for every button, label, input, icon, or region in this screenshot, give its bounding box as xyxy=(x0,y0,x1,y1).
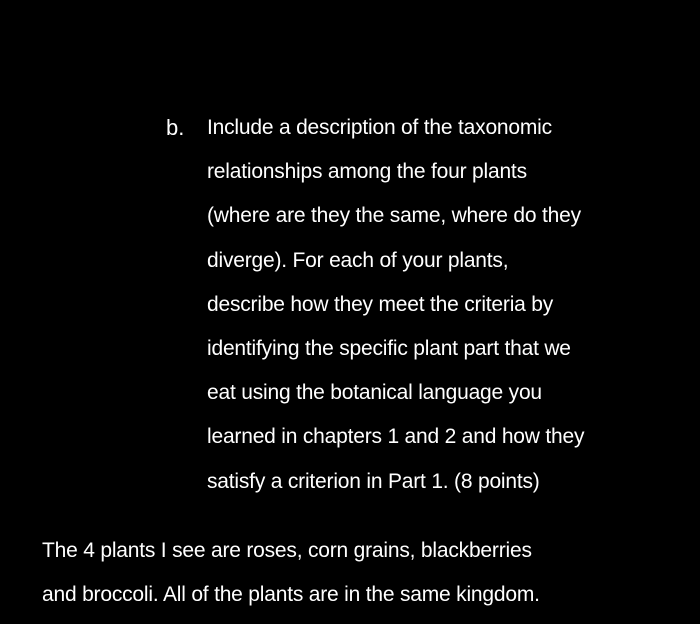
answer-line: The 4 plants I see are roses, corn grains, blackberries xyxy=(42,539,532,562)
question-line: (where are they the same, where do they xyxy=(207,204,581,228)
question-text xyxy=(207,113,687,511)
answer-line: and broccoli. All of the plants are in the same kingdom. xyxy=(42,583,540,606)
question-line: Include a description of the taxonomic xyxy=(207,116,552,139)
question-line: describe how they meet the criteria by xyxy=(207,292,554,316)
question-line: relationships among the four plants xyxy=(207,160,527,184)
answer-text xyxy=(42,536,682,624)
question-line: identifying the specific plant part that we xyxy=(207,336,571,360)
question-line: diverge). For each of your plants, xyxy=(207,248,509,272)
question-line: learned in chapters 1 and 2 and how they xyxy=(207,425,585,449)
list-marker: b. xyxy=(166,115,185,140)
question-line: satisfy a criterion in Part 1. (8 points) xyxy=(207,469,540,493)
question-line: eat using the botanical language you xyxy=(207,381,542,405)
